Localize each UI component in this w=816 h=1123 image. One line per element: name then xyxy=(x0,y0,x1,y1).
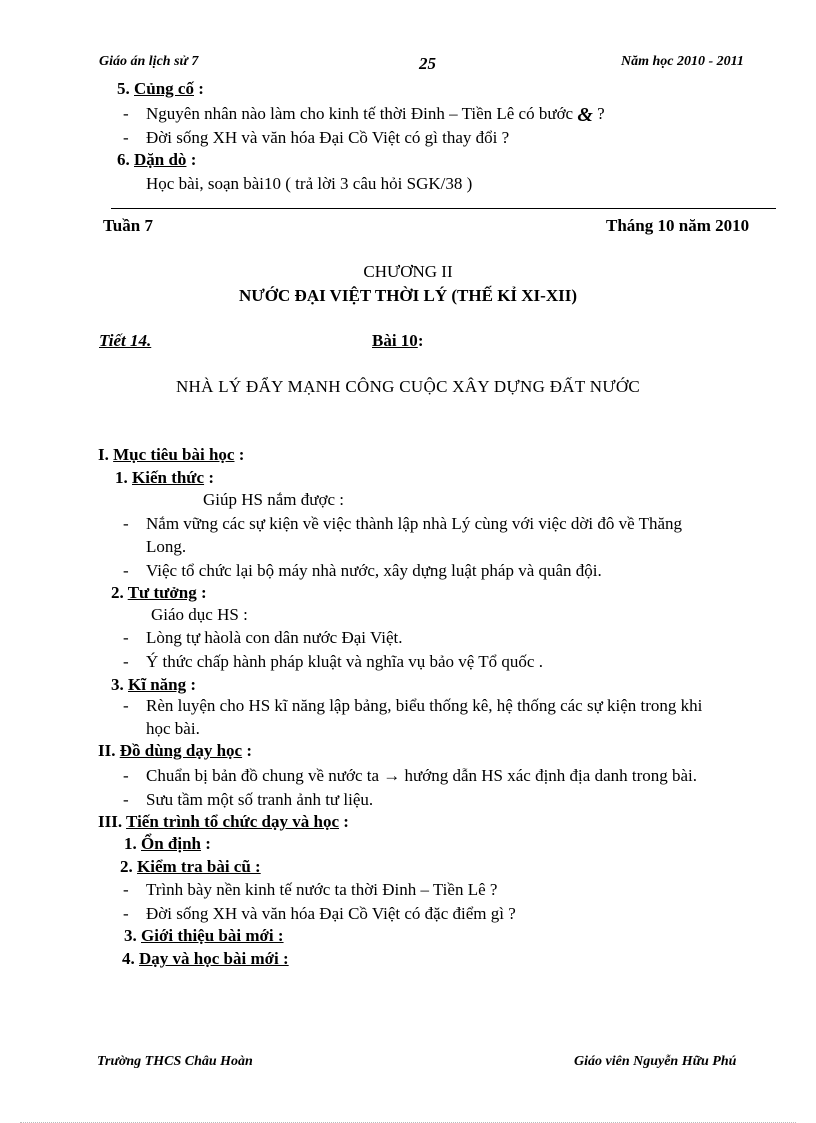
lesson-title: NHÀ LÝ ĐẨY MẠNH CÔNG CUỘC XÂY DỰNG ĐẤT NƯỚC xyxy=(175,377,641,396)
week-label: Tuần 7 xyxy=(103,216,153,235)
materials-item-2: Sưu tầm một số tranh ảnh tư liệu. xyxy=(146,790,374,809)
bullet-dash: - xyxy=(123,514,129,533)
skills-item-1: Rèn luyện cho HS kĩ năng lập bảng, biểu thống kê, hệ thống các sự kiện trong khi xyxy=(146,696,703,715)
oldcheck-item-2: Đời sống XH và văn hóa Đại Cồ Việt có đặc điểm gì ? xyxy=(146,904,516,923)
chapter-title: NƯỚC ĐẠI VIỆT THỜI LÝ (THẾ KỈ XI-XII) xyxy=(238,286,578,305)
thought-item-1: Lòng tự hàolà con dân nước Đại Việt. xyxy=(146,628,403,647)
bullet-dash: - xyxy=(123,790,129,809)
bullet-dash: - xyxy=(123,652,129,671)
knowledge-item-1: Nắm vững các sự kiện về việc thành lập nhà Lý cùng với việc dời đô về Thăng xyxy=(146,514,683,533)
bullet-dash: - xyxy=(123,904,129,923)
bullet-dash: - xyxy=(123,128,129,147)
knowledge-item-2: Việc tổ chức lại bộ máy nhà nước, xây dựng luật pháp và quân đội. xyxy=(146,561,602,580)
knowledge-item-1-cont: Long. xyxy=(146,537,187,556)
knowledge-heading: 1. Kiến thức : xyxy=(115,468,214,487)
skills-heading: 3. Kĩ năng : xyxy=(111,675,197,694)
bullet-dash: - xyxy=(123,696,129,715)
bullet-dash: - xyxy=(123,880,129,899)
thought-item-2: Ý thức chấp hành pháp kluật và nghĩa vụ bảo vệ Tổ quốc . xyxy=(146,652,543,671)
bullet-dash: - xyxy=(123,766,129,785)
skills-item-1-cont: học bài. xyxy=(146,719,200,738)
objectives-heading: I. Mục tiêu bài học : xyxy=(98,445,245,464)
footer-school: Trường THCS Châu Hoàn xyxy=(97,1054,253,1069)
consolidate-item-2: Đời sống XH và văn hóa Đại Cồ Việt có gì thay đổi ? xyxy=(146,128,510,147)
thought-heading: 2. Tư tưởng : xyxy=(111,583,207,602)
header-right: Năm học 2010 - 2011 xyxy=(621,54,744,69)
materials-item-1: Chuẩn bị bản đồ chung về nước ta → hướng dẫn HS xác định địa danh trong bài. xyxy=(146,766,698,785)
lesson-number: Bài 10: xyxy=(372,331,424,350)
month-year-label: Tháng 10 năm 2010 xyxy=(606,216,750,235)
homework-heading: 6. Dặn dò : xyxy=(117,150,197,169)
intro-heading: 3. Giới thiệu bài mới : xyxy=(124,926,284,945)
oldcheck-item-1: Trình bày nền kinh tế nước ta thời Đinh – Tiền Lê ? xyxy=(146,880,498,899)
header-left: Giáo án lịch sử 7 xyxy=(99,54,199,69)
page-number: 25 xyxy=(419,54,436,73)
knowledge-intro: Giúp HS nắm được : xyxy=(203,490,344,509)
ampersand-glyph: & xyxy=(577,104,593,126)
divider-line xyxy=(111,208,776,209)
stabilize-heading: 1. Ổn định : xyxy=(124,834,211,853)
consolidate-item-1: Nguyên nhân nào làm cho kinh tế thời Đinh – Tiền Lê có bước & ? xyxy=(146,104,605,126)
consolidate-heading: 5. Củng cố : xyxy=(117,79,204,98)
teach-heading: 4. Dạy và học bài mới : xyxy=(122,949,289,968)
thought-intro: Giáo dục HS : xyxy=(151,605,248,624)
homework-text: Học bài, soạn bài10 ( trả lời 3 câu hỏi SGK/38 ) xyxy=(146,174,473,193)
bullet-dash: - xyxy=(123,561,129,580)
lesson-period: Tiết 14. xyxy=(99,331,152,350)
oldcheck-heading: 2. Kiểm tra bài cũ : xyxy=(120,857,261,876)
chapter-label: CHƯƠNG II xyxy=(363,262,453,281)
bullet-dash: - xyxy=(123,628,129,647)
footer-teacher: Giáo viên Nguyễn Hữu Phú xyxy=(574,1054,737,1069)
materials-heading: II. Đồ dùng dạy học : xyxy=(98,741,253,760)
process-heading: III. Tiến trình tổ chức dạy và học : xyxy=(98,812,349,831)
bullet-dash: - xyxy=(123,104,129,123)
